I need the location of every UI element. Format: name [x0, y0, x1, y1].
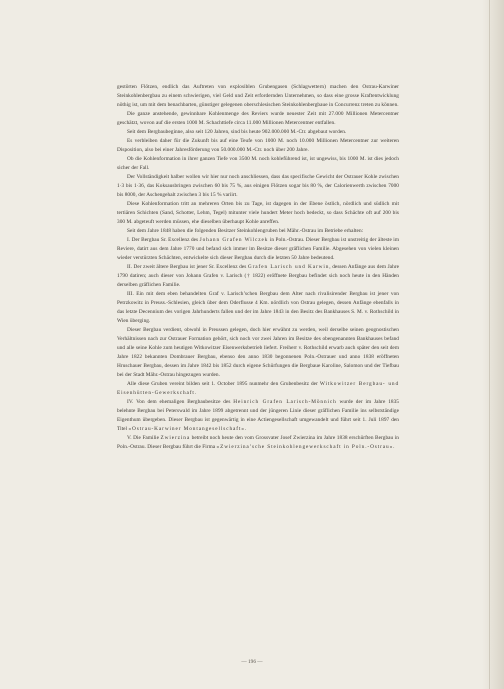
owner4-name: Heinrich Grafen Larisch-Mönnich [233, 399, 337, 405]
paragraph-formation: Diese Kohlenformation tritt an mehreren Orten bis zu Tage, ist dagegen in der Ebene östlich, nördlich und südlich mit tertiären Schichten (Sand, Schotter, Lehm, Tegel) mitunter viele hundert Meter hoch bedeckt, so dass Schächte oft auf 200 bis 300 M. abgeteuft werden müssen, ehe dieselben überhaupt Kohle anreffen. [117, 201, 399, 225]
paragraph-besitzer-intro: Seit dem Jahre 1848 haben die folgenden Besitzer Steinkohlengruben bei Mähr.-Ostrau im Betriebe erhalten: [127, 228, 364, 234]
paragraph-kohlenmenge: Die ganze anstehende, gewinnbare Kohlenmenge des Reviers wurde neuester Zeit mit 27.000 Millionen Metercentner geschätzt, wovon auf die ersten 1000 M. Schachttiefe circa 11.000 Millionen Metercentner entfallen. [117, 111, 399, 126]
paragraph-zukunft: Es verbleiben daher für die Zukunft bis auf eine Teufe von 1000 M. noch 10.000 Millionen Metercentner zur weiteren Disposition, also bei einer Jahresförderung von 50.000.000 M.-Ctr. noch über 200 Jahre. [117, 138, 399, 153]
owner1-text: in Poln.-Ostrau. Dieser Bergbau ist unstreitig der älteste im Reviere, datirt aus dem Jahre 1770 und befand sich immer im Besitze dieser gräflichen Familie. Abgesehen von vielen kleinen wieder verstürzten Schächten, entwickelte sich dieser Bergbau durch die letzten 50 Jahre bedeutend. [117, 237, 399, 261]
paragraph-flotze: gestörten Flötzen, endlich das Auftreten von explosiblen Grubengasen (Schlagwettern) machen den Ostrau-Karwiner Steinkohlenbergbau zu einem schwierigen, viel Geld und Zeit erfordernden Unternehmen, so dass eine grosse Kraftentwicklung nöthig ist, um mit dem benachbarten, günstiger gelegenen oberschlesischen Steinkohlenbergbaue in Concurrenz treten zu können. [117, 84, 399, 108]
owner2-name: Grafen Larisch und Karwin [247, 264, 330, 270]
owner2-prefix: II. Der zweit ältere Bergbau ist jener Sr. Excellenz des [127, 264, 247, 270]
paragraph-owner-larisch: II. Der zweit ältere Bergbau ist jener Sr. Excellenz des Grafen Larisch und Karwin, dessen Anfänge aus dem Jahre 1790 datiren; auch dieser von Johann Grafen v. Larisch († 1822) eröffnete Bergbau befindet sich noch heute in den Händen derselben gräflichen Familie. [117, 264, 400, 288]
owner1-prefix: I. Der Bergbau Sr. Excellenz des [127, 237, 199, 243]
paragraph-owner-petrzkowitz: III. Ein mit dem eben behandelten Graf v. Larisch’schen Bergbau dem Alter nach rivalisirender Bergbau ist jener von Petrzkowitz in Preuss.-Schlesien, gleich über dem Oderflusse 4 Km. nördlich von Ostrau gelegen, dessen Anfänge ebenfalls in das letzte Decennium des vorigen Jahrhunderts fallen und der im Jahre 1843 in den Besitz des Bankhauses S. M. v. Rothschild in Wien überging. [117, 291, 399, 324]
owner5-text: betreibt noch heute den vom Grossvater Josef Zwierzina im Jahre 1838 erschürften Bergbau in Poln.-Ostrau. Dieser Bergbau führt die Firma [117, 435, 400, 450]
owner2-text: dessen Anfänge aus dem Jahre 1790 datiren; auch dieser von Johann Grafen v. Larisch († 1822) eröffnete Bergbau befindet sich noch heute in den Händen derselben gräflichen Familie. [117, 264, 400, 288]
owner4-title: »Ostrau-Karwiner Montangesellschaft«. [128, 426, 248, 432]
paragraph-owner-wilczek [117, 236, 399, 263]
witkowitz-name: Witkowitzer Bergbau- und Eisenhütten-Gewerkschaft. [117, 381, 399, 396]
witkowitz-text: Alle diese Gruben vereint bilden seit 1. October 1895 nunmehr den Grubenbesitz der [127, 381, 318, 387]
body-text [117, 83, 399, 452]
page-gutter-shadow [482, 0, 504, 689]
paragraph-owner-larisch-monnich [117, 398, 399, 434]
paragraph-gewicht: Der Vollständigkeit halber wollen wir hier nur noch anschliessen, dass das specifische Gewicht der Ostrauer Kohle zwischen 1·3 bis 1·36, das Koksausbringen zwischen 60 bis 75 %, aus einigen Flötzen sogar bis 80 %, der Calorienwerth zwischen 7000 bis 8000, der Aschengehalt zwischen 3 bis 15 % variirt. [117, 174, 399, 198]
owner4-text: wurde der im Jahre 1835 belehnte Bergbau bei Peterswald im Jahre 1899 abgetrennt und der jüngeren Linie dieser gräflichen Familie ins selbstständige Eigenthum übergeben. Dieser Bergbau ist gegenwärtig in eine Actiengesellschaft umgewandelt und führt seit 1. Juli 1897 den Titel [117, 399, 399, 432]
paragraph-owner-zwierzina [117, 434, 399, 452]
owner1-name: Johann Grafen Wilczek [199, 237, 269, 243]
paragraph-abbau: Seit dem Bergbaubeginne, also seit 120 Jahren, sind bis heute 902.000.000 M.-Ctr. abgebaut worden. [127, 129, 347, 135]
paragraph-tiefe: Ob die Kohlenformation in ihrer ganzen Tiefe von 3500 M. noch kohleführend ist, ist ungewiss, bis 1000 M. ist dies jedoch sicher der Fall. [117, 156, 399, 171]
owner5-name: Zwierzina [160, 435, 191, 441]
page-number: — 196 — [241, 659, 263, 665]
page-edge-line [489, 0, 490, 689]
paragraph-rothschild: Dieser Bergbau verdient, obwohl in Preussen gelegen, doch hier erwähnt zu werden, weil derselbe seinen geognostischen Verhältnissen nach zur Ostrauer Formation gehört, sich noch vor zwei Jahren im Besitze des obengenannten Bankhauses befand und alle seine Kohle zum heutigen Witkowitzer Eisenwerksbetrieb liefert. Freiherr v. Rothschild erwarb auch später den seit dem Jahre 1822 bekannten Dombrauer Bergbau, ebenso den anno 1830 begonnenen Poln.-Ostrauer und anno 1838 eröffneten Hruschauer Bergbau, dessen im Jahre 1842 bis 1852 durch eigene Schürfungen die Bergbaue Karoline, Salomon und der Tiefbau bei der Stadt Mähr.-Ostrau hingezugen wurden. [117, 327, 399, 378]
owner4-prefix: IV. Von dem ehemaligen Bergbaubesitze des [127, 399, 231, 405]
paragraph-witkowitz [117, 380, 399, 398]
owner5-firm: »Zwierzina’sche Steinkohlengewerkschaft in Poln.-Ostrau«. [216, 444, 396, 450]
owner5-prefix: V. Die Familie [127, 435, 159, 441]
